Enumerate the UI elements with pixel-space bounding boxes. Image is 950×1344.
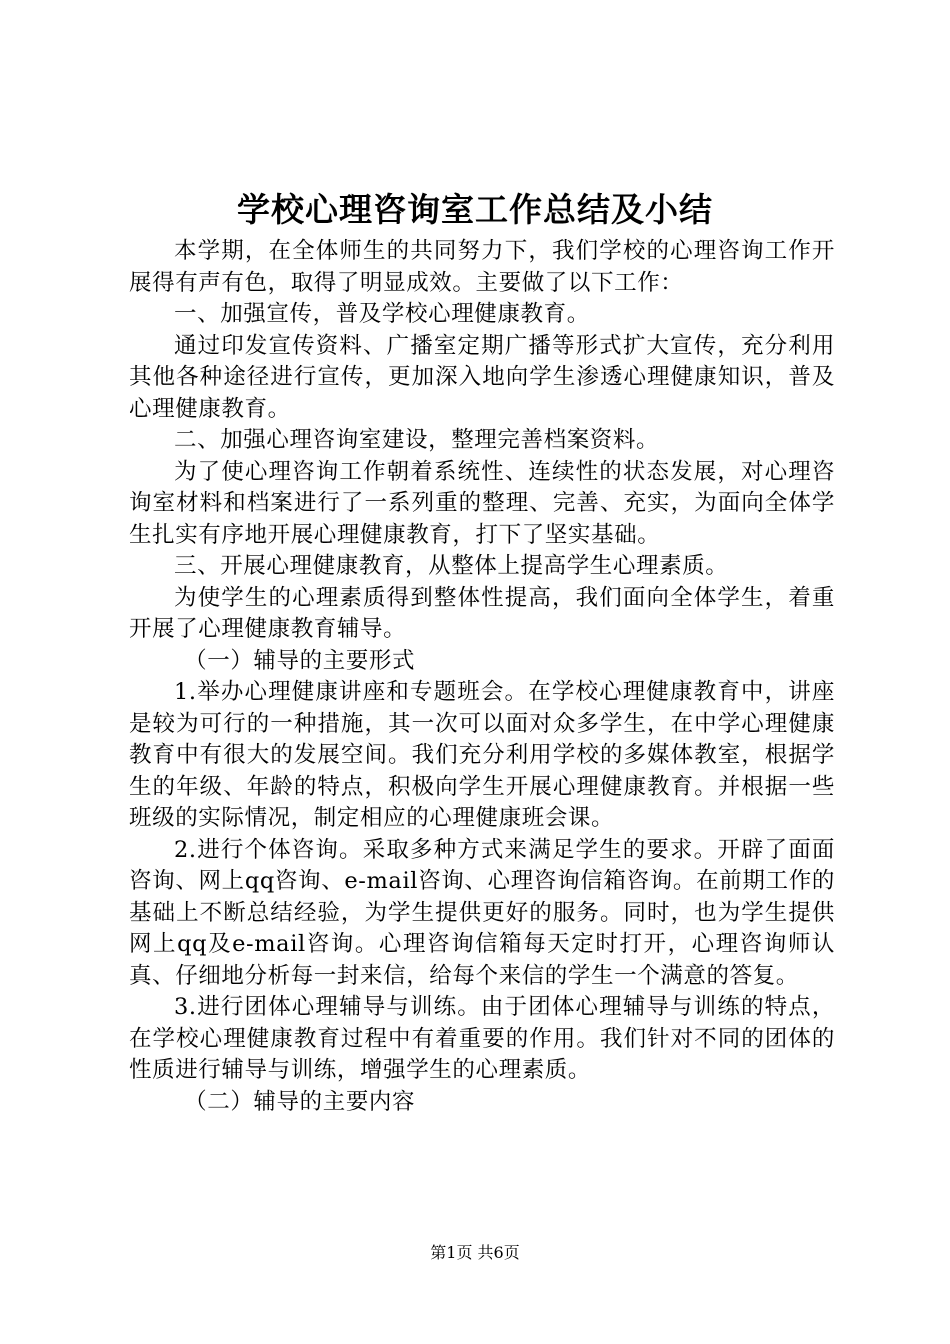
paragraph-intro: 本学期，在全体师生的共同努力下，我们学校的心理咨询工作开展得有声有色，取得了明显成效。主要做了以下工作： [129,238,835,296]
subsection-heading-2: （二）辅导的主要内容 [184,1088,416,1115]
subsection-heading-1: （一）辅导的主要形式 [184,647,416,674]
paragraph-education: 为使学生的心理素质得到整体性提高，我们面向全体学生，着重开展了心理健康教育辅导。 [129,584,835,642]
section-heading-2: 二、加强心理咨询室建设，整理完善档案资料。 [174,427,660,453]
paragraph-archives: 为了使心理咨询工作朝着系统性、连续性的状态发展，对心理咨询室材料和档案进行了一系列重的整理、完善、充实，为面向全体学生扎实有序地开展心理健康教育，打下了坚实基础。 [129,458,835,548]
document-title: 学校心理咨询室工作总结及小结 [237,190,713,229]
paragraph-publicity: 通过印发宣传资料、广播室定期广播等形式扩大宣传，充分利用其他各种途径进行宣传，更加深入地向学生渗透心理健康知识，普及心理健康教育。 [129,332,835,422]
page-footer: 第1页 共6页 [430,1243,520,1262]
paragraph-group-counseling: 3.进行团体心理辅导与训练。由于团体心理辅导与训练的特点，在学校心理健康教育过程中有着重要的作用。我们针对不同的团体的性质进行辅导与训练，增强学生的心理素质。 [129,994,835,1083]
paragraph-lectures: 1.举办心理健康讲座和专题班会。在学校心理健康教育中，讲座是较为可行的一种措施，其一次可以面对众多学生，在中学心理健康教育中有很大的发展空间。我们充分利用学校的多媒体教室，根据学生的年级、年龄的特点，积极向学生开展心理健康教育。并根据一些班级的实际情况，制定相应的心理健康班会课。 [129,679,835,831]
paragraph-individual-counseling: 2.进行个体咨询。采取多种方式来满足学生的要求。开辟了面面咨询、网上qq咨询、e-mail咨询、心理咨询信箱咨询。在前期工作的基础上不断总结经验，为学生提供更好的服务。同时，也为学生提供网上qq及e-mail咨询。心理咨询信箱每天定时打开，心理咨询师认真、仔细地分析每一封来信，给每个来信的学生一个满意的答复。 [129,836,835,989]
document-body [129,236,835,1118]
section-heading-3: 三、开展心理健康教育，从整体上提高学生心理素质。 [174,553,729,579]
section-heading-1: 一、加强宣传，普及学校心理健康教育。 [174,301,590,327]
